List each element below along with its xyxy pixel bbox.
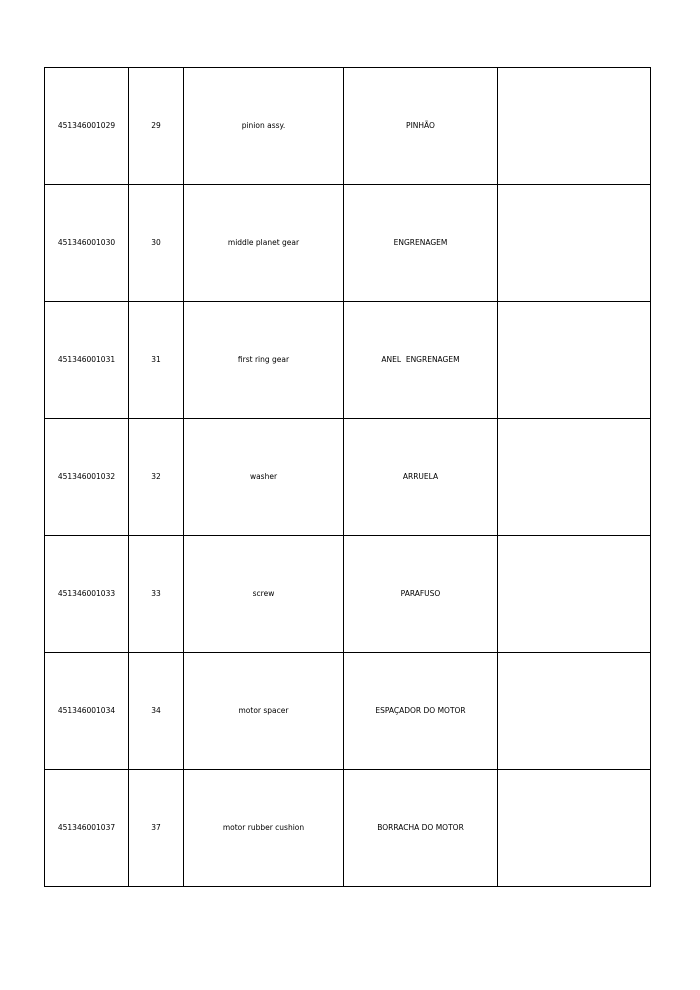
position-number: 30	[129, 185, 184, 302]
description-en: first ring gear	[184, 302, 344, 419]
position-number: 32	[129, 419, 184, 536]
description-pt: ENGRENAGEM	[344, 185, 498, 302]
description-pt: PINHÃO	[344, 68, 498, 185]
part-code: 451346001030	[45, 185, 129, 302]
description-pt: BORRACHA DO MOTOR	[344, 770, 498, 887]
description-en: screw	[184, 536, 344, 653]
table-row	[45, 653, 651, 770]
position-number: 37	[129, 770, 184, 887]
description-en: motor rubber cushion	[184, 770, 344, 887]
description-en: middle planet gear	[184, 185, 344, 302]
description-pt: ARRUELA	[344, 419, 498, 536]
blank-cell	[498, 419, 651, 536]
part-code: 451346001034	[45, 653, 129, 770]
blank-cell	[498, 68, 651, 185]
blank-cell	[498, 653, 651, 770]
description-en: motor spacer	[184, 653, 344, 770]
table-row	[45, 185, 651, 302]
position-number: 31	[129, 302, 184, 419]
description-pt: ESPAÇADOR DO MOTOR	[344, 653, 498, 770]
position-number: 34	[129, 653, 184, 770]
table-row	[45, 770, 651, 887]
position-number: 29	[129, 68, 184, 185]
parts-table	[44, 67, 651, 887]
blank-cell	[498, 302, 651, 419]
part-code: 451346001029	[45, 68, 129, 185]
table-row	[45, 536, 651, 653]
blank-cell	[498, 770, 651, 887]
description-pt: ANEL ENGRENAGEM	[344, 302, 498, 419]
part-code: 451346001037	[45, 770, 129, 887]
description-pt: PARAFUSO	[344, 536, 498, 653]
description-en: pinion assy.	[184, 68, 344, 185]
part-code: 451346001031	[45, 302, 129, 419]
table-row	[45, 419, 651, 536]
table-row	[45, 68, 651, 185]
part-code: 451346001033	[45, 536, 129, 653]
table-row	[45, 302, 651, 419]
blank-cell	[498, 536, 651, 653]
position-number: 33	[129, 536, 184, 653]
blank-cell	[498, 185, 651, 302]
part-code: 451346001032	[45, 419, 129, 536]
description-en: washer	[184, 419, 344, 536]
